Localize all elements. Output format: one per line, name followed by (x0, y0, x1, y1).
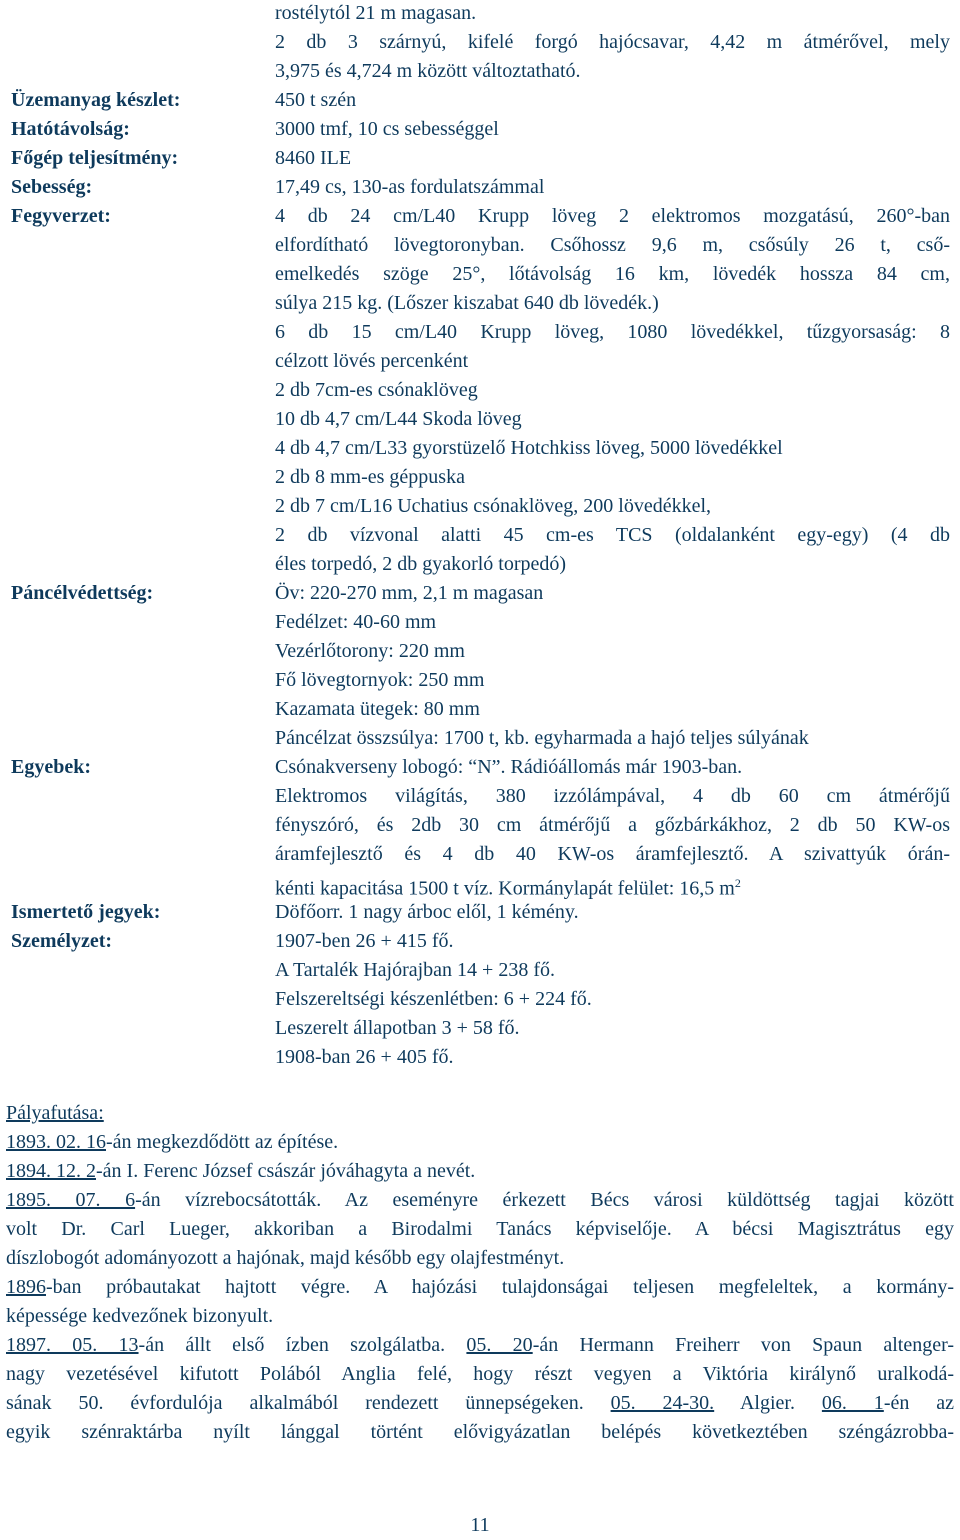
other-line-last (275, 869, 741, 898)
armament-line: 6 db 15 cm/L40 Krupp löveg, 1080 lövedékkel, tűzgyorsaság: 8 (275, 321, 950, 343)
power-value: 8460 ILE (275, 147, 352, 169)
fuel-value: 450 t szén (275, 89, 357, 111)
career-date: 05. 24-30. (610, 1392, 715, 1414)
armor-line: Öv: 220-270 mm, 2,1 m magasan (275, 582, 544, 604)
armor-line: Fedélzet: 40-60 mm (275, 611, 437, 633)
career-text-line: egyik szénraktárba nyílt lánggal történt elővigyázatlan belépés következtében széngázrobba- (6, 1421, 954, 1443)
career-date: 1895. 07. 6 (6, 1189, 136, 1211)
crew-line: Felszereltségi készenlétben: 6 + 224 fő. (275, 988, 592, 1010)
crew-line: 1908-ban 26 + 405 fő. (275, 1046, 454, 1068)
other-line: Csónakverseny lobogó: “N”. Rádióállomás már 1903-ban. (275, 756, 743, 778)
other-line: áramfejlesztő és 4 db 40 KW-os áramfejlesztő. A szivattyúk órán- (275, 843, 950, 865)
crew-line: Leszerelt állapotban 3 + 58 fő. (275, 1017, 520, 1039)
career-heading: Pályafutása: (6, 1102, 104, 1124)
armament-line: 4 db 24 cm/L40 Krupp löveg 2 elektromos mozgatású, 260°-ban (275, 205, 950, 227)
spec-continuation-line: 3,975 és 4,724 m között változtatható. (275, 60, 581, 82)
career-text: -án Hermann Freiherr von Spaun altenger- (532, 1334, 954, 1356)
career-date: 05. 20 (466, 1334, 533, 1356)
armament-line: 10 db 4,7 cm/L44 Skoda löveg (275, 408, 522, 430)
career-text: -én az (883, 1392, 954, 1414)
career-date: 1896 (6, 1276, 46, 1298)
armament-line: súlya 215 kg. (Lőszer kiszabat 640 db lövedék.) (275, 292, 659, 314)
crew-line: A Tartalék Hajórajban 14 + 238 fő. (275, 959, 555, 981)
armor-line: Kazamata ütegek: 80 mm (275, 698, 480, 720)
armament-label: Fegyverzet: (11, 205, 111, 227)
fuel-label: Üzemanyag készlet: (11, 89, 181, 111)
armament-line: célzott lövés percenként (275, 350, 469, 372)
career-date: 1897. 05. 13 (6, 1334, 139, 1356)
crew-label: Személyzet: (11, 930, 113, 952)
career-text: -ban próbautakat hajtott végre. A hajózási tulajdonságai teljesen megfeleltek, a kormány- (46, 1276, 954, 1298)
armament-line: 2 db 8 mm-es géppuska (275, 466, 465, 488)
career-text: -án megkezdődött az építése. (106, 1131, 339, 1153)
power-label: Főgép teljesítmény: (11, 147, 179, 169)
career-entry (6, 1128, 338, 1157)
range-label: Hatótávolság: (11, 118, 130, 140)
other-label: Egyebek: (11, 756, 91, 778)
armament-line: 2 db 7 cm/L16 Uchatius csónaklöveg, 200 lövedékkel, (275, 495, 712, 517)
career-text-line: nagy vezetésével kifutott Polából Anglia felé, hogy részt vegyen a Viktória királynő uralkodá- (6, 1363, 954, 1385)
career-text-line: képessége kedvezőnek bizonyult. (6, 1305, 274, 1327)
career-text: -án vízrebocsátották. Az eseményre érkezett Bécs városi küldöttség tagjai között (135, 1189, 954, 1211)
superscript: 2 (734, 876, 741, 890)
speed-value: 17,49 cs, 130-as fordulatszámmal (275, 176, 545, 198)
armor-line: Fő lövegtornyok: 250 mm (275, 669, 485, 691)
career-text-line (6, 1389, 954, 1418)
ident-label: Ismertető jegyek: (11, 901, 161, 923)
other-last-text: kénti kapacitása 1500 t víz. Kormánylapát felület: 16,5 m (275, 877, 735, 900)
career-text-line: díszlobogót adományozott a hajónak, majd később egy olajfestményt. (6, 1247, 565, 1269)
career-text-line: volt Dr. Carl Lueger, akkoriban a Birodalmi Tanács képviselője. A bécsi Magisztrátus egy (6, 1218, 954, 1240)
career-entry (6, 1273, 954, 1302)
armament-line: emelkedés szöge 25°, lőtávolság 16 km, lövedék hossza 84 cm, (275, 263, 950, 285)
armament-line: elfordítható lövegtoronyban. Csőhossz 9,6 m, csősúly 26 t, cső- (275, 234, 950, 256)
armament-line: 4 db 4,7 cm/L33 gyorstüzelő Hotchkiss löveg, 5000 lövedékkel (275, 437, 783, 459)
career-date: 1893. 02. 16 (6, 1131, 106, 1153)
crew-line: 1907-ben 26 + 415 fő. (275, 930, 454, 952)
range-value: 3000 tmf, 10 cs sebességgel (275, 118, 499, 140)
career-entry (6, 1186, 954, 1215)
spec-continuation-line: 2 db 3 szárnyú, kifelé forgó hajócsavar, 4,42 m átmérővel, mely (275, 31, 950, 53)
armor-line: Páncélzat összsúlya: 1700 t, kb. egyharmada a hajó teljes súlyának (275, 727, 809, 749)
armament-line: éles torpedó, 2 db gyakorló torpedó) (275, 553, 567, 575)
career-text: -án állt első ízben szolgálatba. (138, 1334, 467, 1356)
speed-label: Sebesség: (11, 176, 93, 198)
career-entry (6, 1157, 475, 1186)
career-text: sának 50. évfordulója alkalmából rendezett ünnepségeken. (6, 1392, 611, 1414)
career-entry (6, 1331, 954, 1360)
armor-line: Vezérlőtorony: 220 mm (275, 640, 465, 662)
other-line: fényszóró, és 2db 30 cm átmérőjű a gőzbárkákhoz, 2 db 50 KW-os (275, 814, 950, 836)
armor-label: Páncélvédettség: (11, 582, 154, 604)
ident-value: Döfőorr. 1 nagy árboc elől, 1 kémény. (275, 901, 579, 923)
page-number: 11 (470, 1514, 490, 1536)
career-date: 1894. 12. 2 (6, 1160, 96, 1182)
other-line: Elektromos világítás, 380 izzólámpával, 4 db 60 cm átmérőjű (275, 785, 950, 807)
career-date: 06. 1 (821, 1392, 884, 1414)
spec-continuation-line: rostélytól 21 m magasan. (275, 2, 477, 24)
armament-line: 2 db vízvonal alatti 45 cm-es TCS (oldalanként egy-egy) (4 db (275, 524, 950, 546)
armament-line: 2 db 7cm-es csónaklöveg (275, 379, 478, 401)
career-text: -án I. Ferenc József császár jóváhagyta a nevét. (96, 1160, 476, 1182)
career-text: Algier. (714, 1392, 822, 1414)
